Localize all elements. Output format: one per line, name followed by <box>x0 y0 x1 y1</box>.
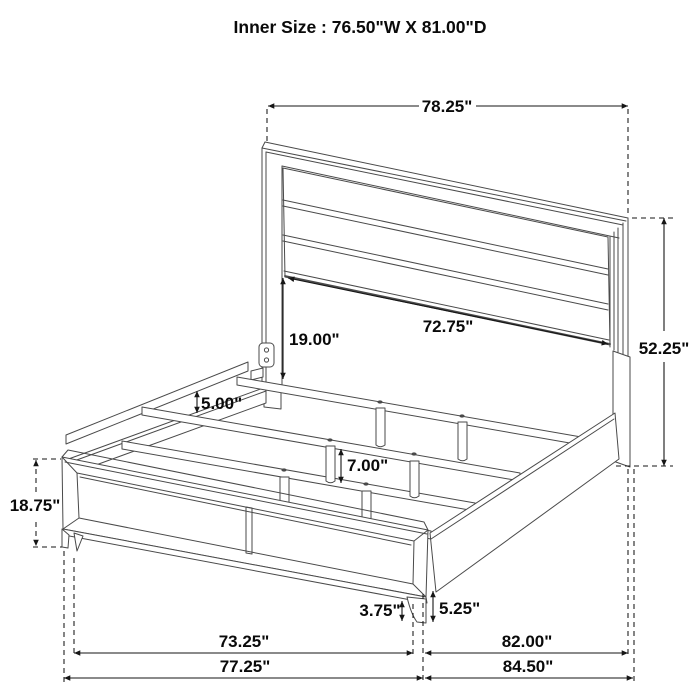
dim-label-footboard-outer-width: 77.25" <box>219 657 271 676</box>
dim-label-footboard-inner-width: 73.25" <box>218 632 270 651</box>
footboard <box>62 450 428 623</box>
dim-rail-bottom-clearance <box>433 591 480 622</box>
slat-screw-1 <box>377 400 382 403</box>
dim-label-slat-leg-height: 7.00" <box>347 456 389 475</box>
dim-label-panel-to-rail-gap: 19.00" <box>289 330 340 349</box>
dim-label-headboard-width: 78.25" <box>421 97 473 116</box>
dim-overall-depth <box>425 657 633 678</box>
rail-hook-plate <box>251 368 263 380</box>
dim-label-footboard-leg-height: 3.75" <box>359 601 401 620</box>
dim-label-headboard-inner-width: 72.75" <box>422 317 474 336</box>
slat-screw-6 <box>363 482 368 485</box>
dim-label-overall-depth: 84.50" <box>502 657 554 676</box>
dim-side-rail-span <box>425 632 628 653</box>
dim-label-side-rail-span: 82.00" <box>501 632 553 651</box>
dim-label-rail-bottom-clearance: 5.25" <box>439 599 481 618</box>
dim-rail-to-slat-gap <box>197 391 242 413</box>
dim-footboard-height <box>10 459 62 547</box>
headboard-cap-left-tip <box>262 142 265 148</box>
slat-screw-4 <box>411 452 416 455</box>
slat-screw-3 <box>327 438 332 441</box>
footboard-left-foot-wedge <box>74 533 83 551</box>
dim-label-footboard-height: 18.75" <box>9 496 61 515</box>
dim-panel-to-rail-gap <box>283 278 340 379</box>
dim-footboard-leg-height <box>359 601 402 621</box>
slat-screw-5 <box>281 468 286 471</box>
dim-footboard-inner-width <box>74 632 413 653</box>
dim-label-rail-to-slat-gap: 5.00" <box>201 394 243 413</box>
slat-leg-2 <box>458 422 467 461</box>
footboard-right-leg <box>407 597 426 623</box>
slat-leg-4 <box>410 461 419 498</box>
slat-leg-1 <box>376 408 385 447</box>
left-side-rails <box>63 362 266 477</box>
dim-footboard-outer-width <box>64 657 423 678</box>
slat-screw-2 <box>459 414 464 417</box>
diagram-title: Inner Size : 76.50"W X 81.00"D <box>233 17 487 37</box>
slat-leg-3 <box>326 446 335 483</box>
rail-bracket <box>259 343 274 367</box>
dim-label-headboard-height: 52.25" <box>638 339 690 358</box>
